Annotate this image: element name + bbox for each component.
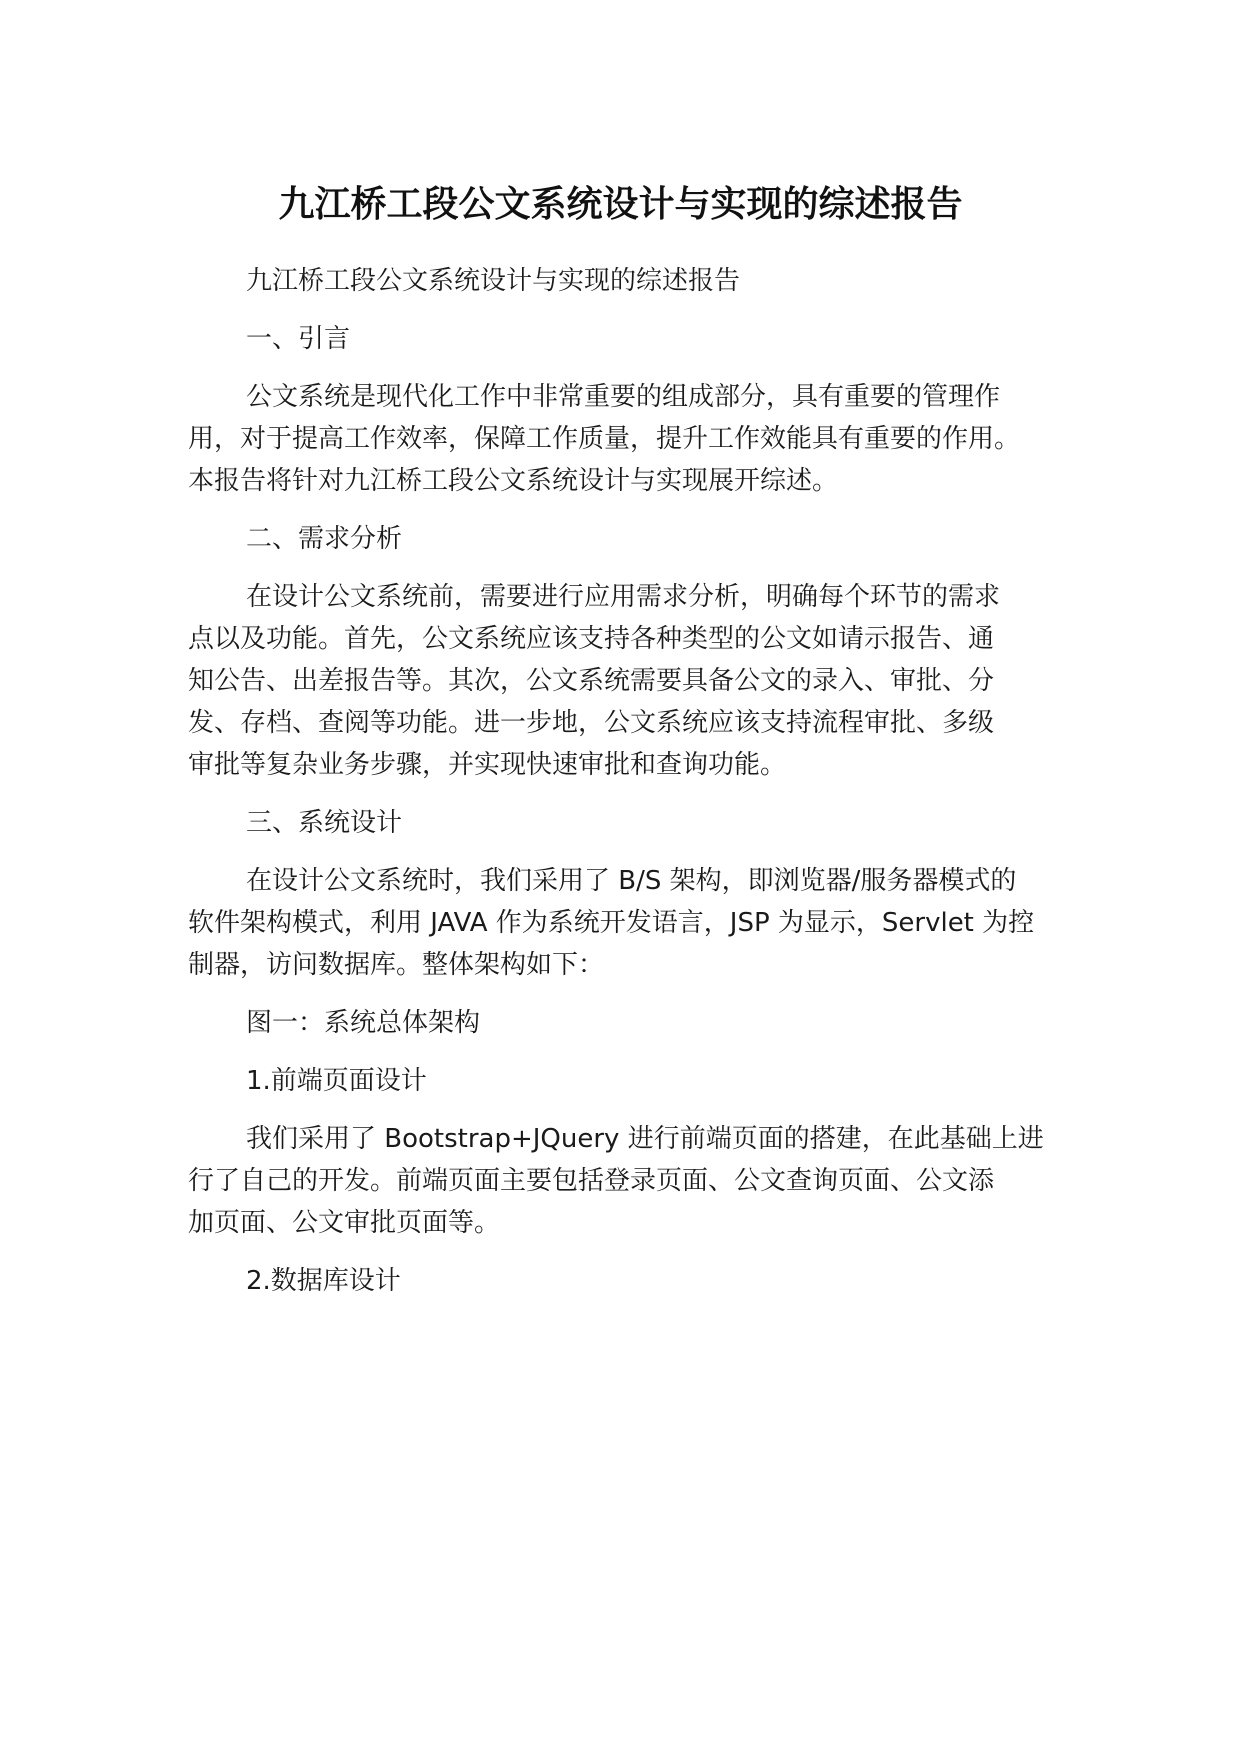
document-title: 九江桥工段公文系统设计与实现的综述报告 xyxy=(278,184,963,225)
paragraph-line: 在设计公文系统时，我们采用了 B/S 架构，即浏览器/服务器模式的 xyxy=(246,866,1017,896)
figure-caption: 图一：系统总体架构 xyxy=(246,1008,481,1038)
paragraph-line: 点以及功能。首先，公文系统应该支持各种类型的公文如请示报告、通 xyxy=(188,624,995,654)
subtitle-line: 九江桥工段公文系统设计与实现的综述报告 xyxy=(246,266,741,296)
paragraph-line: 用，对于提高工作效率，保障工作质量，提升工作效能具有重要的作用。 xyxy=(188,424,1021,454)
paragraph-line: 制器，访问数据库。整体架构如下： xyxy=(188,950,605,980)
paragraph-line: 我们采用了 Bootstrap+JQuery 进行前端页面的搭建，在此基础上进 xyxy=(246,1124,1044,1154)
paragraph-line: 在设计公文系统前，需要进行应用需求分析，明确每个环节的需求 xyxy=(246,582,1001,612)
paragraph-line: 发、存档、查阅等功能。进一步地，公文系统应该支持流程审批、多级 xyxy=(188,708,995,738)
paragraph-line: 加页面、公文审批页面等。 xyxy=(188,1208,501,1238)
paragraph-line: 行了自己的开发。前端页面主要包括登录页面、公文查询页面、公文添 xyxy=(188,1166,995,1196)
paragraph-line: 软件架构模式，利用 JAVA 作为系统开发语言，JSP 为显示，Servlet 为控 xyxy=(188,908,1035,938)
paragraph-line: 公文系统是现代化工作中非常重要的组成部分，具有重要的管理作 xyxy=(246,382,1001,412)
paragraph-line: 本报告将针对九江桥工段公文系统设计与实现展开综述。 xyxy=(188,466,839,496)
paragraph-line: 知公告、出差报告等。其次，公文系统需要具备公文的录入、审批、分 xyxy=(188,666,995,696)
paragraph-line: 审批等复杂业务步骤，并实现快速审批和查询功能。 xyxy=(188,750,787,780)
subsection-heading: 1.前端页面设计 xyxy=(246,1066,427,1096)
section-heading: 一、引言 xyxy=(246,324,351,354)
section-heading: 二、需求分析 xyxy=(246,524,403,554)
subsection-heading: 2.数据库设计 xyxy=(246,1266,401,1296)
section-heading: 三、系统设计 xyxy=(246,808,403,838)
